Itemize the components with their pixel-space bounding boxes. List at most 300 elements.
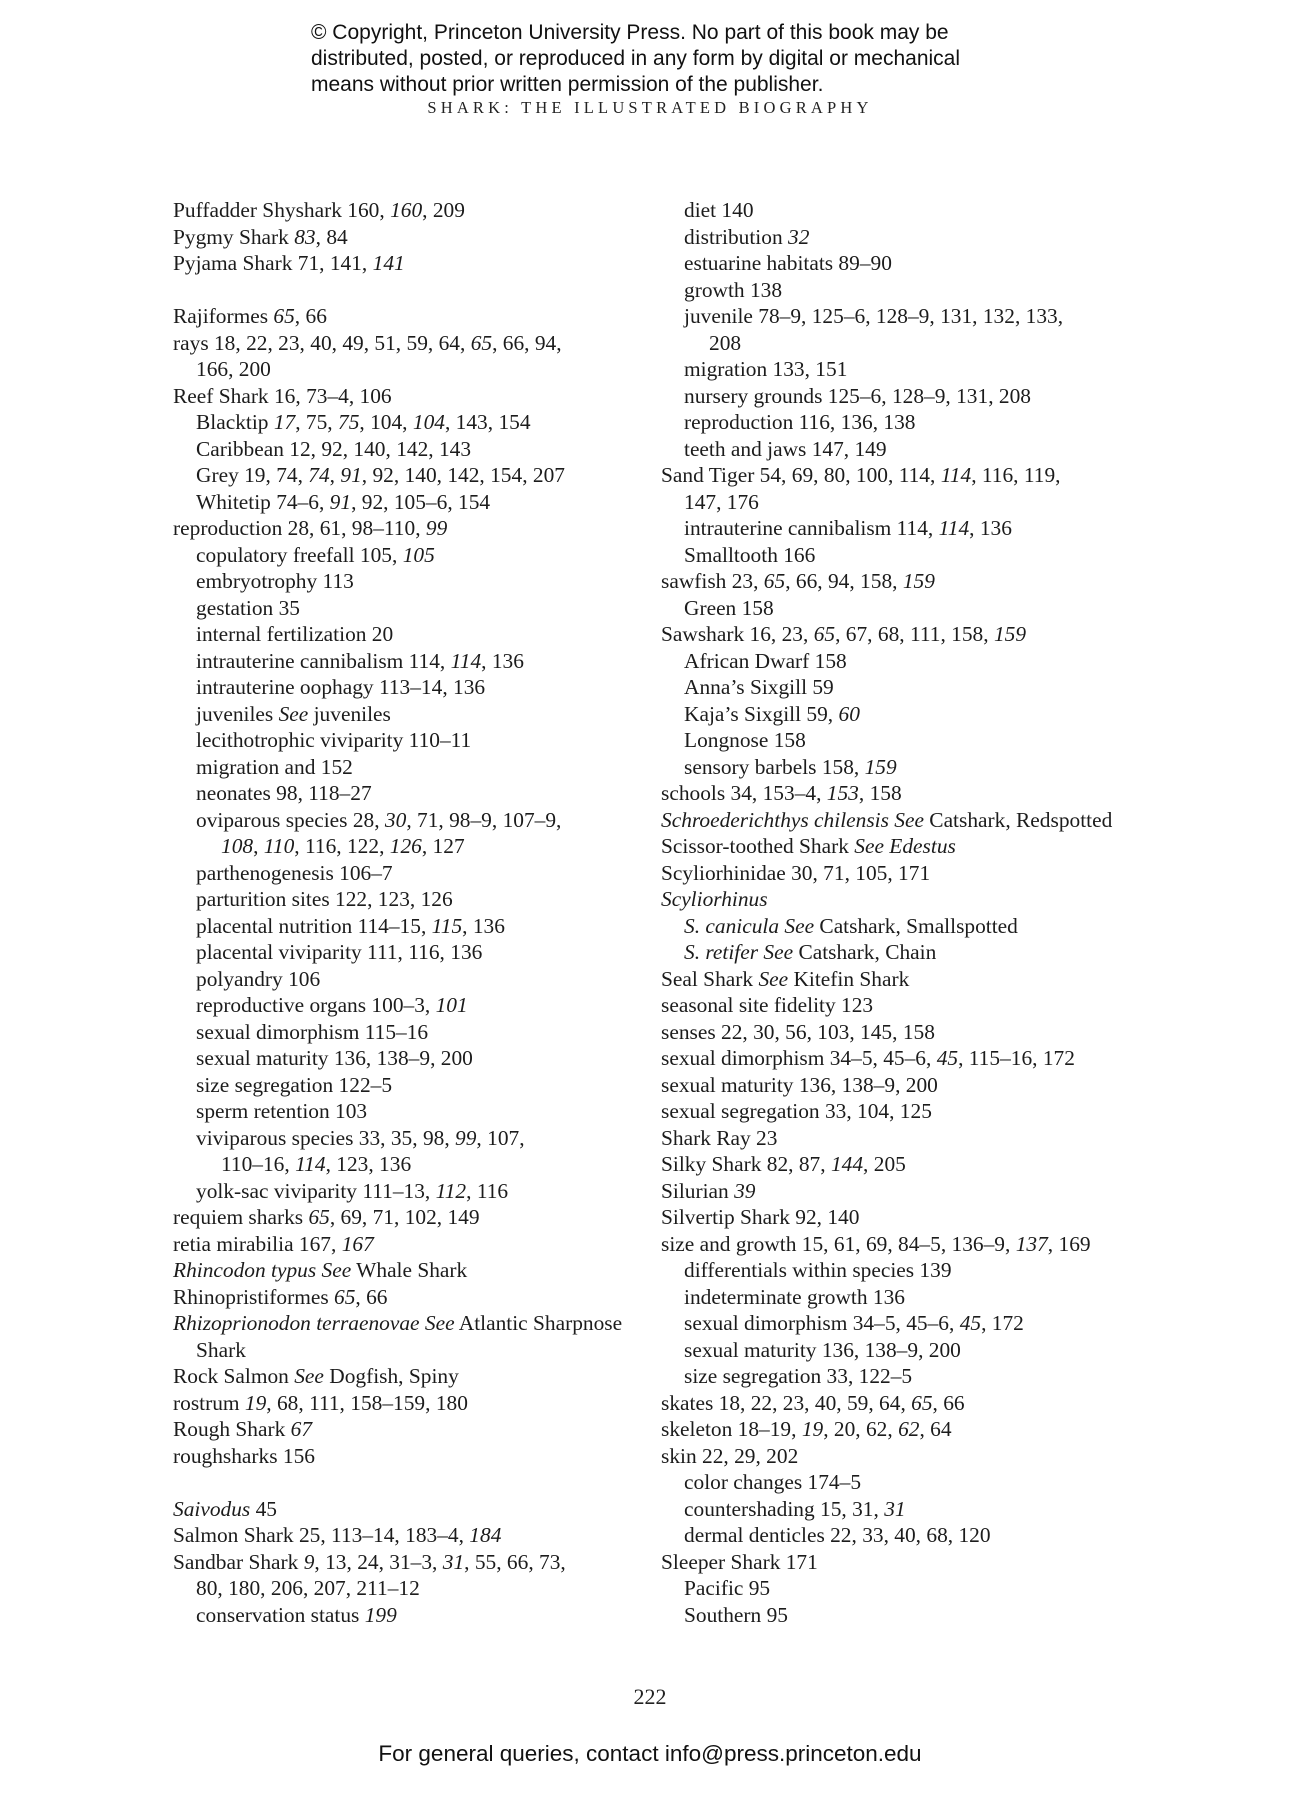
copyright-line-2: distributed, posted, or reproduced in any form by digital or mechanical bbox=[311, 47, 961, 70]
italic-text: 65 bbox=[911, 1390, 933, 1415]
italic-text: 31 bbox=[884, 1496, 906, 1521]
index-subentry bbox=[661, 383, 1141, 410]
italic-text: 65 bbox=[470, 330, 493, 355]
italic-text: 101 bbox=[435, 993, 468, 1017]
index-entry bbox=[173, 1310, 643, 1337]
entry-text: parturition sites 122, 123, 126 bbox=[196, 887, 453, 911]
entry-text: 80, 180, 206, 207, 211–12 bbox=[196, 1576, 420, 1600]
index-subentry bbox=[173, 1337, 643, 1364]
entry-text: , 136 bbox=[969, 516, 1012, 540]
italic-text: 65 bbox=[308, 1205, 330, 1229]
entry-text: Rough Shark bbox=[173, 1417, 291, 1441]
index-entry bbox=[661, 1098, 1141, 1125]
entry-text: , 158 bbox=[858, 781, 902, 805]
entry-text: migration 133, 151 bbox=[684, 357, 848, 381]
entry-text: , 68, 111, 158–159, 180 bbox=[266, 1390, 468, 1415]
entry-text: , 115–16, 172 bbox=[958, 1046, 1075, 1070]
italic-text: 105 bbox=[402, 542, 435, 567]
entry-text: , 92, 105–6, 154 bbox=[351, 489, 491, 514]
italic-text: Rhizoprionodon terraenovae See bbox=[173, 1311, 455, 1335]
italic-text: 31 bbox=[442, 1549, 465, 1574]
index-entry bbox=[173, 1390, 643, 1417]
entry-text: sexual maturity 136, 138–9, 200 bbox=[196, 1046, 473, 1070]
entry-text: , 107, bbox=[476, 1125, 525, 1150]
index-subentry bbox=[661, 701, 1141, 728]
entry-text: estuarine habitats 89–90 bbox=[684, 251, 892, 275]
index-subentry bbox=[173, 727, 643, 754]
index-subentry bbox=[661, 303, 1141, 330]
italic-text: 30 bbox=[384, 807, 407, 832]
entry-text: copulatory freefall 105, bbox=[196, 542, 403, 567]
index-entry bbox=[173, 1522, 643, 1549]
entry-text: teeth and jaws 147, 149 bbox=[684, 436, 887, 461]
index-subentry bbox=[173, 939, 643, 966]
entry-text: , 55, 66, 73, bbox=[464, 1549, 566, 1574]
index-subentry bbox=[661, 224, 1141, 251]
italic-text: 159 bbox=[902, 569, 935, 593]
index-subentry bbox=[661, 197, 1141, 224]
index-entry bbox=[173, 1443, 643, 1470]
entry-text: , bbox=[253, 834, 264, 858]
entry-text: yolk-sac viviparity 111–13, bbox=[196, 1178, 436, 1203]
entry-text: Atlantic Sharpnose bbox=[454, 1311, 623, 1335]
index-subentry bbox=[661, 356, 1141, 383]
italic-text: See bbox=[294, 1364, 324, 1388]
index-subentry bbox=[173, 1178, 643, 1205]
entry-text: , 127 bbox=[421, 834, 465, 858]
entry-text: dermal denticles 22, 33, 40, 68, 120 bbox=[684, 1523, 991, 1547]
entry-text: , 172 bbox=[981, 1311, 1024, 1335]
entry-text: Silky Shark 82, 87, bbox=[661, 1152, 831, 1176]
italic-text: Schroederichthys chilensis See bbox=[661, 807, 924, 832]
italic-text: 114 bbox=[295, 1152, 326, 1176]
entry-text: , 67, 68, 111, 158, bbox=[835, 622, 994, 646]
copyright-line-3: means without prior written permission of the publisher. bbox=[311, 73, 824, 96]
entry-text: requiem sharks bbox=[173, 1205, 309, 1229]
index-subentry bbox=[661, 754, 1141, 781]
italic-text: 65 bbox=[273, 304, 295, 328]
entry-text: sexual maturity 136, 138–9, 200 bbox=[661, 1072, 938, 1097]
index-subentry bbox=[661, 277, 1141, 304]
index-subentry bbox=[173, 1019, 643, 1046]
index-subentry bbox=[661, 648, 1141, 675]
entry-text: Catshark, Smallspotted bbox=[814, 913, 1018, 938]
entry-text: Scyliorhinidae 30, 71, 105, 171 bbox=[661, 860, 931, 885]
index-entry bbox=[173, 250, 643, 277]
index-subentry bbox=[173, 489, 643, 516]
index-entry bbox=[173, 1257, 643, 1284]
entry-text: , 66 bbox=[355, 1284, 388, 1309]
index-subentry bbox=[661, 330, 1141, 357]
entry-text: , 205 bbox=[863, 1152, 906, 1176]
italic-text: 9 bbox=[303, 1549, 315, 1574]
index-subentry bbox=[173, 409, 643, 436]
italic-text: 144 bbox=[830, 1152, 864, 1176]
italic-text: 65 bbox=[813, 622, 836, 646]
entry-text: , 75, bbox=[295, 410, 338, 434]
entry-text: sexual dimorphism 115–16 bbox=[196, 1019, 429, 1044]
index-subentry bbox=[661, 1284, 1141, 1311]
index-subentry bbox=[173, 1098, 643, 1125]
index-subentry bbox=[661, 913, 1141, 940]
index-spacer bbox=[173, 277, 643, 304]
italic-text: 39 bbox=[734, 1178, 756, 1203]
index-subentry bbox=[173, 754, 643, 781]
index-entry bbox=[173, 197, 643, 224]
copyright-notice bbox=[311, 20, 1071, 98]
entry-text: Longnose 158 bbox=[684, 728, 806, 752]
footer-contact: For general queries, contact info@press.princeton.edu bbox=[378, 1741, 922, 1766]
entry-text: Caribbean 12, 92, 140, 142, 143 bbox=[196, 436, 472, 461]
index-entry bbox=[173, 1416, 643, 1443]
index-subentry bbox=[173, 542, 643, 569]
entry-text: , 13, 24, 31–3, bbox=[314, 1549, 443, 1574]
index-entry bbox=[173, 1204, 643, 1231]
entry-text: Catshark, Redspotted bbox=[923, 807, 1113, 832]
index-entry bbox=[661, 462, 1141, 489]
entry-text: , 20, 62, bbox=[823, 1417, 899, 1441]
entry-text: gestation 35 bbox=[196, 595, 300, 620]
page-number: 222 bbox=[633, 1684, 667, 1709]
entry-text: Dogfish, Spiny bbox=[323, 1364, 459, 1388]
index-subentry bbox=[661, 515, 1141, 542]
italic-text: 160 bbox=[390, 198, 423, 222]
index-subentry bbox=[173, 1575, 643, 1602]
index-subentry bbox=[173, 648, 643, 675]
entry-text: Sandbar Shark bbox=[173, 1549, 304, 1574]
entry-text: Sand Tiger 54, 69, 80, 100, 114, bbox=[661, 463, 941, 487]
entry-text: indeterminate growth 136 bbox=[684, 1284, 905, 1309]
index-subentry bbox=[661, 674, 1141, 701]
index-entry bbox=[661, 1019, 1141, 1046]
entry-text: placental viviparity 111, 116, 136 bbox=[196, 940, 483, 964]
entry-text: sexual dimorphism 34–5, 45–6, bbox=[684, 1311, 960, 1335]
index-subentry bbox=[661, 1575, 1141, 1602]
entry-text: migration and 152 bbox=[196, 754, 353, 779]
entry-text: conservation status bbox=[196, 1602, 365, 1627]
index-entry bbox=[173, 224, 643, 251]
entry-text: Sawshark 16, 23, bbox=[661, 622, 814, 646]
entry-text: seasonal site fidelity 123 bbox=[661, 993, 874, 1017]
entry-text: rays 18, 22, 23, 40, 49, 51, 59, 64, bbox=[173, 330, 471, 355]
entry-text: Shark bbox=[196, 1337, 246, 1362]
copyright-line-1: © Copyright, Princeton University Press. No part of this book may be bbox=[311, 21, 949, 44]
index-entry bbox=[661, 833, 1141, 860]
index-entry bbox=[173, 1549, 643, 1576]
italic-text: 62 bbox=[898, 1417, 920, 1441]
italic-text: 60 bbox=[838, 701, 860, 726]
entry-text: , 84 bbox=[315, 224, 348, 249]
index-subentry bbox=[661, 1310, 1141, 1337]
entry-text: , bbox=[329, 463, 341, 487]
entry-text: roughsharks 156 bbox=[173, 1443, 315, 1468]
entry-text: Rhinopristiformes bbox=[173, 1284, 335, 1309]
index-subentry bbox=[661, 1363, 1141, 1390]
index-entry bbox=[173, 330, 643, 357]
entry-text: sexual maturity 136, 138–9, 200 bbox=[684, 1337, 961, 1362]
index-entry bbox=[661, 1549, 1141, 1576]
entry-text: Blacktip bbox=[196, 410, 274, 434]
index-subentry bbox=[661, 489, 1141, 516]
italic-text: 159 bbox=[864, 754, 897, 779]
index-entry bbox=[661, 621, 1141, 648]
entry-text: Kitefin Shark bbox=[788, 966, 910, 991]
index-entry bbox=[173, 1284, 643, 1311]
italic-text: Rhincodon typus See bbox=[173, 1258, 352, 1282]
index-entry bbox=[661, 1231, 1141, 1258]
italic-text: 110 bbox=[263, 834, 295, 858]
italic-text: Scyliorhinus bbox=[661, 887, 768, 911]
index-spacer bbox=[173, 1469, 643, 1496]
index-entry bbox=[661, 1151, 1141, 1178]
entry-text: intrauterine oophagy 113–14, 136 bbox=[196, 675, 486, 699]
italic-text: 104 bbox=[412, 410, 445, 434]
entry-text: nursery grounds 125–6, 128–9, 131, 208 bbox=[684, 383, 1031, 408]
entry-text: Pacific 95 bbox=[684, 1576, 771, 1600]
entry-text: Kaja’s Sixgill 59, bbox=[684, 701, 839, 726]
italic-text: 17 bbox=[273, 410, 296, 434]
index-subentry bbox=[173, 462, 643, 489]
entry-text: Southern 95 bbox=[684, 1602, 788, 1627]
entry-text: countershading 15, 31, bbox=[684, 1496, 885, 1521]
index-entry bbox=[173, 1363, 643, 1390]
index-subentry bbox=[173, 1602, 643, 1629]
index-entry bbox=[661, 1125, 1141, 1152]
italic-text: 184 bbox=[469, 1523, 502, 1547]
italic-text: 141 bbox=[372, 251, 405, 275]
index-subentry bbox=[173, 621, 643, 648]
entry-text: sensory barbels 158, bbox=[684, 754, 865, 779]
index-entry bbox=[661, 1045, 1141, 1072]
entry-text: , 123, 136 bbox=[325, 1152, 412, 1176]
entry-text: Whale Shark bbox=[351, 1258, 468, 1282]
entry-text: , 169 bbox=[1047, 1231, 1091, 1256]
entry-text: retia mirabilia 167, bbox=[173, 1231, 342, 1256]
italic-text: 159 bbox=[993, 622, 1027, 646]
entry-text: skin 22, 29, 202 bbox=[661, 1443, 799, 1468]
entry-text: differentials within species 139 bbox=[684, 1258, 952, 1282]
entry-text: 45 bbox=[250, 1496, 277, 1521]
entry-text: 110–16, bbox=[221, 1152, 296, 1176]
index-subentry bbox=[173, 356, 643, 383]
index-subentry bbox=[173, 807, 643, 834]
entry-text: juvenile 78–9, 125–6, 128–9, 131, 132, 133, bbox=[684, 304, 1064, 328]
entry-text: , 64 bbox=[919, 1417, 952, 1441]
entry-text: viviparous species 33, 35, 98, bbox=[196, 1125, 456, 1150]
running-head: SHARK: THE ILLUSTRATED BIOGRAPHY bbox=[427, 98, 873, 117]
entry-text: embryotrophy 113 bbox=[196, 569, 354, 593]
entry-text: sawfish 23, bbox=[661, 569, 764, 593]
entry-text: Seal Shark bbox=[661, 966, 759, 991]
italic-text: See Edestus bbox=[854, 834, 956, 858]
entry-text: Rock Salmon bbox=[173, 1364, 295, 1388]
italic-text: 45 bbox=[959, 1311, 982, 1335]
entry-text: growth 138 bbox=[684, 277, 783, 302]
index-column-right bbox=[661, 197, 1141, 1628]
entry-text: Rajiformes bbox=[173, 304, 274, 328]
entry-text: sexual segregation 33, 104, 125 bbox=[661, 1099, 932, 1123]
index-subentry bbox=[173, 966, 643, 993]
entry-text: , 66 bbox=[294, 304, 327, 328]
entry-text: Sleeper Shark 171 bbox=[661, 1549, 818, 1574]
entry-text: senses 22, 30, 56, 103, 145, 158 bbox=[661, 1019, 935, 1044]
index-subentry bbox=[661, 542, 1141, 569]
entry-text: internal fertilization 20 bbox=[196, 622, 394, 646]
entry-text: , 66 bbox=[932, 1390, 965, 1415]
index-subentry bbox=[661, 409, 1141, 436]
entry-text: , 92, 140, 142, 154, 207 bbox=[361, 463, 565, 487]
index-subentry bbox=[661, 1496, 1141, 1523]
italic-text: See bbox=[278, 701, 309, 726]
index-entry bbox=[661, 1443, 1141, 1470]
index-subentry bbox=[173, 674, 643, 701]
index-subentry bbox=[173, 833, 643, 860]
italic-text: 99 bbox=[455, 1125, 477, 1150]
entry-text: reproduction 28, 61, 98–110, bbox=[173, 516, 426, 540]
entry-text: , 69, 71, 102, 149 bbox=[329, 1205, 480, 1229]
italic-text: 199 bbox=[364, 1602, 397, 1627]
italic-text: 108 bbox=[221, 834, 254, 858]
entry-text: placental nutrition 114–15, bbox=[196, 913, 432, 938]
index-entry bbox=[661, 1178, 1141, 1205]
index-subentry bbox=[661, 1469, 1141, 1496]
entry-text: rostrum bbox=[173, 1390, 245, 1415]
italic-text: 67 bbox=[290, 1417, 313, 1441]
entry-text: Anna’s Sixgill 59 bbox=[684, 675, 834, 699]
entry-text: Scissor-toothed Shark bbox=[661, 834, 855, 858]
index-entry bbox=[173, 515, 643, 542]
entry-text: diet 140 bbox=[684, 198, 754, 222]
index-column-left bbox=[173, 197, 643, 1628]
entry-text: Grey 19, 74, bbox=[196, 463, 309, 487]
index-entry bbox=[661, 780, 1141, 807]
entry-text: Reef Shark 16, 73–4, 106 bbox=[173, 383, 392, 408]
entry-text: , 66, 94, bbox=[492, 330, 562, 355]
index-entry bbox=[661, 1072, 1141, 1099]
entry-text: , 66, 94, 158, bbox=[785, 569, 903, 593]
entry-text: , 136 bbox=[481, 648, 524, 673]
entry-text: reproductive organs 100–3, bbox=[196, 993, 436, 1017]
index-subentry bbox=[661, 1257, 1141, 1284]
index-subentry bbox=[661, 250, 1141, 277]
index-entry bbox=[661, 992, 1141, 1019]
index-subentry bbox=[661, 1337, 1141, 1364]
entry-text: , 116 bbox=[466, 1178, 509, 1203]
italic-text: 19 bbox=[801, 1417, 824, 1441]
italic-text: 91 bbox=[329, 489, 352, 514]
italic-text: Saivodus bbox=[173, 1496, 251, 1521]
italic-text: 114 bbox=[450, 648, 482, 673]
italic-text: 115 bbox=[431, 913, 463, 938]
entry-text: , 143, 154 bbox=[444, 410, 531, 434]
index-entry bbox=[661, 1390, 1141, 1417]
index-subentry bbox=[173, 992, 643, 1019]
index-entry bbox=[661, 966, 1141, 993]
italic-text: See bbox=[758, 966, 789, 991]
entry-text: intrauterine cannibalism 114, bbox=[684, 516, 939, 540]
italic-text: 45 bbox=[936, 1046, 959, 1070]
italic-text: 74 bbox=[308, 463, 330, 487]
entry-text: 147, 176 bbox=[684, 489, 759, 514]
italic-text: S. canicula See bbox=[684, 913, 815, 938]
entry-text: African Dwarf 158 bbox=[684, 648, 847, 673]
entry-text: , 116, 119, bbox=[971, 463, 1061, 487]
italic-text: 65 bbox=[763, 569, 786, 593]
entry-text: juveniles bbox=[308, 701, 391, 726]
entry-text: reproduction 116, 136, 138 bbox=[684, 410, 916, 434]
entry-text: sexual dimorphism 34–5, 45–6, bbox=[661, 1046, 937, 1070]
entry-text: size segregation 33, 122–5 bbox=[684, 1364, 913, 1388]
index-entry bbox=[173, 303, 643, 330]
index-subentry bbox=[173, 1125, 643, 1152]
index-entry bbox=[661, 568, 1141, 595]
index-subentry bbox=[173, 913, 643, 940]
entry-text: Pyjama Shark 71, 141, bbox=[173, 251, 373, 275]
entry-text: Salmon Shark 25, 113–14, 183–4, bbox=[173, 1523, 470, 1547]
entry-text: size segregation 122–5 bbox=[196, 1072, 393, 1097]
entry-text: Silurian bbox=[661, 1178, 735, 1203]
index-subentry bbox=[173, 701, 643, 728]
italic-text: 126 bbox=[389, 834, 422, 858]
entry-text: intrauterine cannibalism 114, bbox=[196, 648, 451, 673]
italic-text: 32 bbox=[788, 224, 810, 249]
index-entry bbox=[661, 1416, 1141, 1443]
entry-text: , 209 bbox=[422, 198, 465, 222]
index-subentry bbox=[661, 727, 1141, 754]
index-entry bbox=[173, 1231, 643, 1258]
entry-text: skeleton 18–19, bbox=[661, 1417, 802, 1441]
italic-text: 83 bbox=[294, 224, 316, 249]
italic-text: 91 bbox=[340, 463, 362, 487]
italic-text: 99 bbox=[425, 516, 448, 540]
entry-text: schools 34, 153–4, bbox=[661, 781, 827, 805]
index-subentry bbox=[173, 886, 643, 913]
italic-text: 167 bbox=[341, 1231, 374, 1256]
index-subentry bbox=[173, 780, 643, 807]
index-entry bbox=[173, 383, 643, 410]
entry-text: Shark Ray 23 bbox=[661, 1125, 778, 1150]
italic-text: 153 bbox=[826, 781, 859, 805]
entry-text: Silvertip Shark 92, 140 bbox=[661, 1205, 860, 1229]
entry-text: Catshark, Chain bbox=[793, 940, 937, 964]
index-subentry bbox=[173, 1151, 643, 1178]
entry-text: Pygmy Shark bbox=[173, 224, 295, 249]
entry-text: , 104, bbox=[359, 410, 413, 434]
italic-text: 137 bbox=[1015, 1231, 1048, 1256]
entry-text: color changes 174–5 bbox=[684, 1470, 862, 1494]
index-subentry bbox=[661, 595, 1141, 622]
entry-text: , 116, 122, bbox=[294, 834, 390, 858]
entry-text: Whitetip 74–6, bbox=[196, 489, 330, 514]
index-entry bbox=[661, 886, 1141, 913]
index-subentry bbox=[661, 1522, 1141, 1549]
entry-text: skates 18, 22, 23, 40, 59, 64, bbox=[661, 1390, 912, 1415]
italic-text: 65 bbox=[334, 1284, 356, 1309]
italic-text: 114 bbox=[938, 516, 970, 540]
index-entry bbox=[173, 1496, 643, 1523]
index-entry bbox=[661, 860, 1141, 887]
index-entry bbox=[661, 807, 1141, 834]
entry-text: Green 158 bbox=[684, 595, 774, 620]
entry-text: 208 bbox=[709, 330, 742, 355]
index-subentry bbox=[173, 436, 643, 463]
italic-text: 112 bbox=[435, 1178, 467, 1203]
index-subentry bbox=[173, 1045, 643, 1072]
index-subentry bbox=[661, 1602, 1141, 1629]
index-subentry bbox=[173, 595, 643, 622]
entry-text: 166, 200 bbox=[196, 357, 271, 381]
entry-text: Smalltooth 166 bbox=[684, 542, 816, 567]
